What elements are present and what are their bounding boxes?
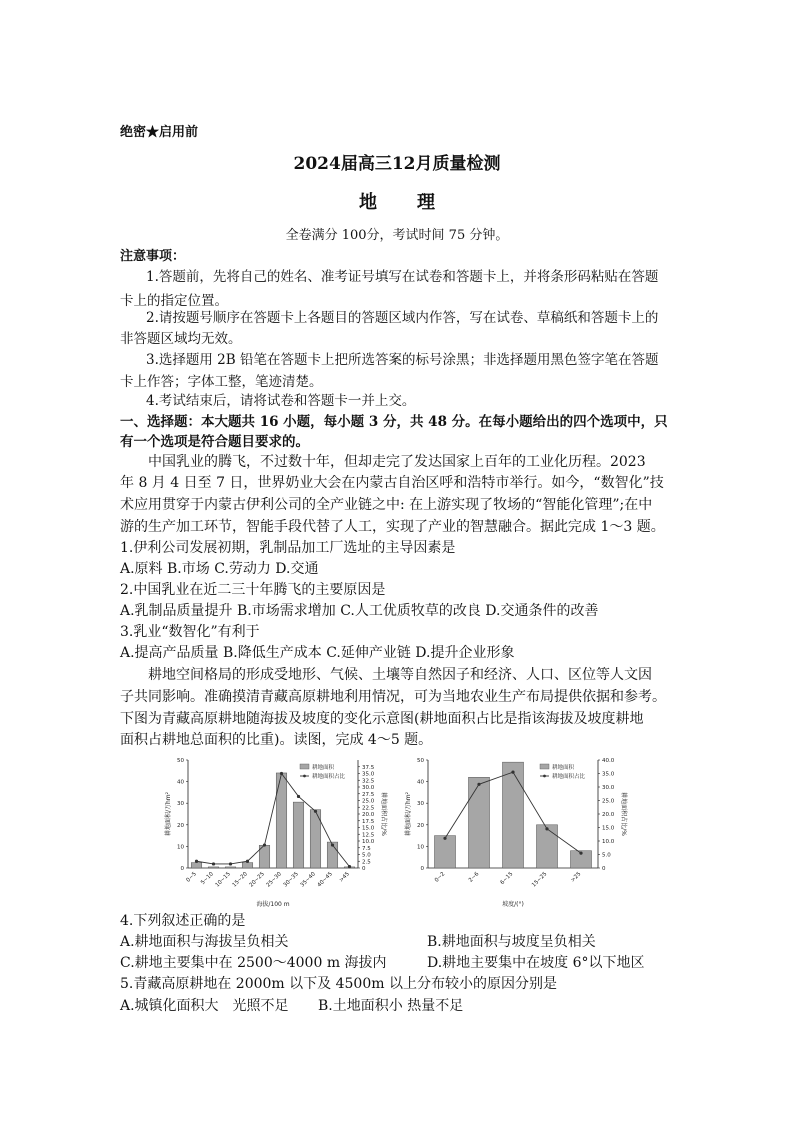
y-tick-label: 40 — [417, 779, 424, 786]
line-point — [263, 843, 266, 846]
y2-tick-label: 35.0 — [362, 771, 375, 778]
y2-tick-label: 35.0 — [602, 771, 615, 778]
x-tick-label: 35~40 — [299, 871, 317, 889]
x-axis-title: 坡度/(°) — [502, 901, 524, 908]
x-axis-title: 海拔/100 m — [256, 901, 290, 908]
line-point — [246, 860, 249, 863]
x-tick-label: 6~15 — [499, 871, 515, 887]
bar — [468, 777, 489, 868]
line-point — [212, 862, 215, 865]
line-point — [280, 772, 283, 775]
notice-item-2a: 2.请按题号顺序在答题卡上各题目的答题区域内作答，写在试卷、草稿纸和答题卡上的 — [146, 310, 659, 326]
passage2-line1: 耕地空间格局的形成受地形、气候、土壤等自然因子和经济、人口、区位等人文因 — [148, 667, 652, 683]
x-tick-label: 5~10 — [199, 871, 215, 887]
y2-tick-label: 10.0 — [602, 839, 615, 845]
notice-item-3a: 3.选择题用 2B 铅笔在答题卡上把所选答案的标号涂黑；非选择题用黑色签字笔在答题 — [146, 352, 659, 368]
subject-title: 地理 — [359, 192, 475, 213]
section-heading-a: 一、选择题：本大题共 16 小题，每小题 3 分，共 48 分。在每小题给出的四个选项中，只 — [120, 414, 668, 430]
bar — [191, 863, 202, 868]
y-tick-label: 0 — [420, 866, 424, 872]
y2-tick-label: 7.5 — [362, 845, 371, 852]
bar — [208, 867, 219, 868]
q3-stem: 3.乳业“数智化”有利于 — [120, 624, 260, 640]
notice-item-2b: 非答题区域均无效。 — [120, 331, 242, 347]
passage2-line3: 下图为青藏高原耕地随海拔及坡度的变化示意图(耕地面积占比是指该海拔及坡度耕地 — [120, 711, 644, 727]
exam-info: 全卷满分 100分，考试时间 75 分钟。 — [285, 228, 509, 243]
y2-tick-label: 32.5 — [362, 778, 375, 785]
notice-item-3b: 卡上作答；字体工整，笔迹清楚。 — [120, 374, 323, 390]
q2-stem: 2.中国乳业在近二三十年腾飞的主要原因是 — [120, 582, 386, 598]
y-tick-label: 50 — [177, 758, 184, 764]
bar — [225, 867, 236, 868]
bar — [293, 802, 304, 868]
q5-option-b: B.土地面积小 热量不足 — [318, 998, 464, 1014]
notice-item-4: 4.考试结束后，请将试卷和答题卡一并上交。 — [146, 393, 416, 409]
y2-axis-title: 耕地面积占比/% — [620, 792, 627, 836]
legend-line-label: 耕地面积占比 — [552, 774, 586, 780]
legend-bar-label: 耕地面积 — [552, 765, 575, 771]
legend-bar-swatch — [540, 764, 549, 769]
x-tick-label: 0~2 — [433, 871, 447, 884]
q3-options: A.提高产品质量 B.降低生产成本 C.延伸产业链 D.提升企业形象 — [120, 645, 515, 661]
x-tick-label: 10~15 — [214, 871, 232, 889]
y-tick-label: 50 — [417, 758, 424, 764]
line-point — [443, 837, 446, 840]
passage1-line1: 中国乳业的腾飞，不过数十年，但却走完了发达国家上百年的工业化历程。2023 — [148, 454, 646, 470]
q4-stem: 4.下列叙述正确的是 — [120, 913, 246, 929]
y-tick-label: 30 — [177, 801, 184, 808]
bar — [242, 863, 253, 868]
line-series — [197, 774, 350, 867]
line-point — [477, 783, 480, 786]
y2-axis-title: 耕地面积占比/% — [380, 792, 387, 836]
y-tick-label: 20 — [417, 822, 424, 829]
y2-tick-label: 40.0 — [602, 758, 615, 764]
x-tick-label: 40~45 — [316, 871, 334, 889]
y-tick-label: 20 — [177, 822, 184, 829]
line-point — [314, 810, 317, 813]
secret-label: 绝密★启用前 — [120, 125, 199, 140]
q4-option-c: C.耕地主要集中在 2500～4000 m 海拔内 — [120, 955, 387, 971]
q5-option-a: A.城镇化面积大 光照不足 — [120, 998, 289, 1014]
x-tick-label: 15~20 — [231, 871, 249, 889]
line-point — [331, 843, 334, 846]
bar — [536, 825, 557, 868]
chart-altitude — [160, 750, 400, 910]
legend-line-label: 耕地面积占比 — [312, 774, 346, 780]
y-axis-title: 耕地面积/万hm² — [405, 791, 412, 837]
y2-tick-label: 5.0 — [362, 852, 371, 859]
y2-tick-label: 30.0 — [602, 785, 615, 791]
charts-figure — [160, 750, 640, 910]
passage1-line4: 游的生产加工环节，智能手段代替了人工，实现了产业的智慧融合。据此完成 1～3 题。 — [120, 519, 665, 535]
notice-item-1b: 卡上的指定位置。 — [120, 293, 228, 309]
bar — [502, 762, 523, 868]
y-tick-label: 0 — [180, 866, 184, 872]
legend-bar-label: 耕地面积 — [312, 765, 335, 771]
q4-option-b: B.耕地面积与坡度呈负相关 — [427, 934, 596, 950]
y-axis-title: 耕地面积/万hm² — [165, 791, 172, 837]
line-point — [348, 865, 351, 868]
line-point — [229, 862, 232, 865]
y2-tick-label: 30.0 — [362, 785, 375, 791]
line-point — [297, 795, 300, 798]
line-point — [579, 852, 582, 855]
notice-item-1a: 1.答题前，先将自己的姓名、准考证号填写在试卷和答题卡上，并将条形码粘贴在答题 — [146, 269, 659, 285]
y-tick-label: 10 — [417, 844, 424, 851]
y2-tick-label: 15.0 — [362, 825, 375, 832]
y2-tick-label: 2.5 — [362, 859, 371, 866]
y2-tick-label: 0 — [602, 866, 606, 872]
q5-stem: 5.青藏高原耕地在 2000m 以下及 4500m 以上分布较小的原因分别是 — [120, 976, 557, 992]
passage1-line2: 年 8 月 4 日至 7 日，世界奶业大会在内蒙古自治区呼和浩特市举行。如今，“数智化”技 — [120, 475, 664, 491]
section-heading-b: 有一个选项是符合题目要求的。 — [120, 434, 309, 450]
y2-tick-label: 12.5 — [362, 832, 375, 839]
y2-tick-label: 17.5 — [362, 818, 375, 825]
y-tick-label: 30 — [417, 801, 424, 808]
q1-options: A.原料 B.市场 C.劳动力 D.交通 — [120, 561, 319, 577]
y-tick-label: 40 — [177, 779, 184, 786]
y2-tick-label: 5.0 — [602, 852, 611, 859]
line-point — [195, 860, 198, 863]
x-tick-label: 25~30 — [265, 871, 283, 889]
legend-bar-swatch — [300, 764, 309, 769]
y2-tick-label: 15.0 — [602, 825, 615, 832]
notice-heading: 注意事项： — [120, 249, 186, 264]
y-tick-label: 10 — [177, 844, 184, 851]
y2-tick-label: 27.5 — [362, 791, 375, 798]
x-tick-label: 15~25 — [531, 871, 549, 889]
q4-option-d: D.耕地主要集中在坡度 6°以下地区 — [427, 955, 645, 971]
x-tick-label: 20~25 — [248, 871, 266, 889]
x-tick-label: 2~6 — [467, 871, 481, 884]
y2-tick-label: 25.0 — [602, 798, 615, 805]
q4-option-a: A.耕地面积与海拔呈负相关 — [120, 934, 289, 950]
chart-slope — [400, 750, 640, 910]
x-tick-label: 30~35 — [282, 871, 300, 889]
x-tick-label: >25 — [569, 871, 583, 884]
passage2-line2: 子共同影响。准确摸清青藏高原耕地利用情况，可为当地农业生产布局提供依据和参考。 — [120, 689, 666, 705]
x-tick-label: 0~5 — [185, 871, 198, 884]
legend-line-point — [543, 775, 546, 778]
y2-tick-label: 0 — [362, 866, 366, 872]
line-point — [545, 827, 548, 830]
y2-tick-label: 25.0 — [362, 798, 375, 805]
bar — [434, 836, 455, 868]
y2-tick-label: 37.5 — [362, 764, 375, 771]
line-point — [511, 771, 514, 774]
passage1-line3: 术应用贯穿于内蒙古伊利公司的全产业链之中: 在上游实现了牧场的“智能化管理”;在中 — [120, 497, 653, 513]
q2-options: A.乳制品质量提升 B.市场需求增加 C.人工优质牧草的改良 D.交通条件的改善 — [120, 603, 599, 619]
passage2-line4: 面积占耕地总面积的比重)。读图，完成 4～5 题。 — [120, 732, 433, 748]
exam-title: 2024届高三12月质量检测 — [293, 154, 501, 174]
y2-tick-label: 22.5 — [362, 805, 375, 812]
x-tick-label: >45 — [338, 871, 351, 884]
q1-stem: 1.伊利公司发展初期，乳制品加工厂选址的主导因素是 — [120, 540, 456, 556]
y2-tick-label: 10.0 — [362, 839, 375, 845]
y2-tick-label: 20.0 — [362, 812, 375, 818]
legend-line-point — [303, 775, 306, 778]
y2-tick-label: 20.0 — [602, 812, 615, 818]
